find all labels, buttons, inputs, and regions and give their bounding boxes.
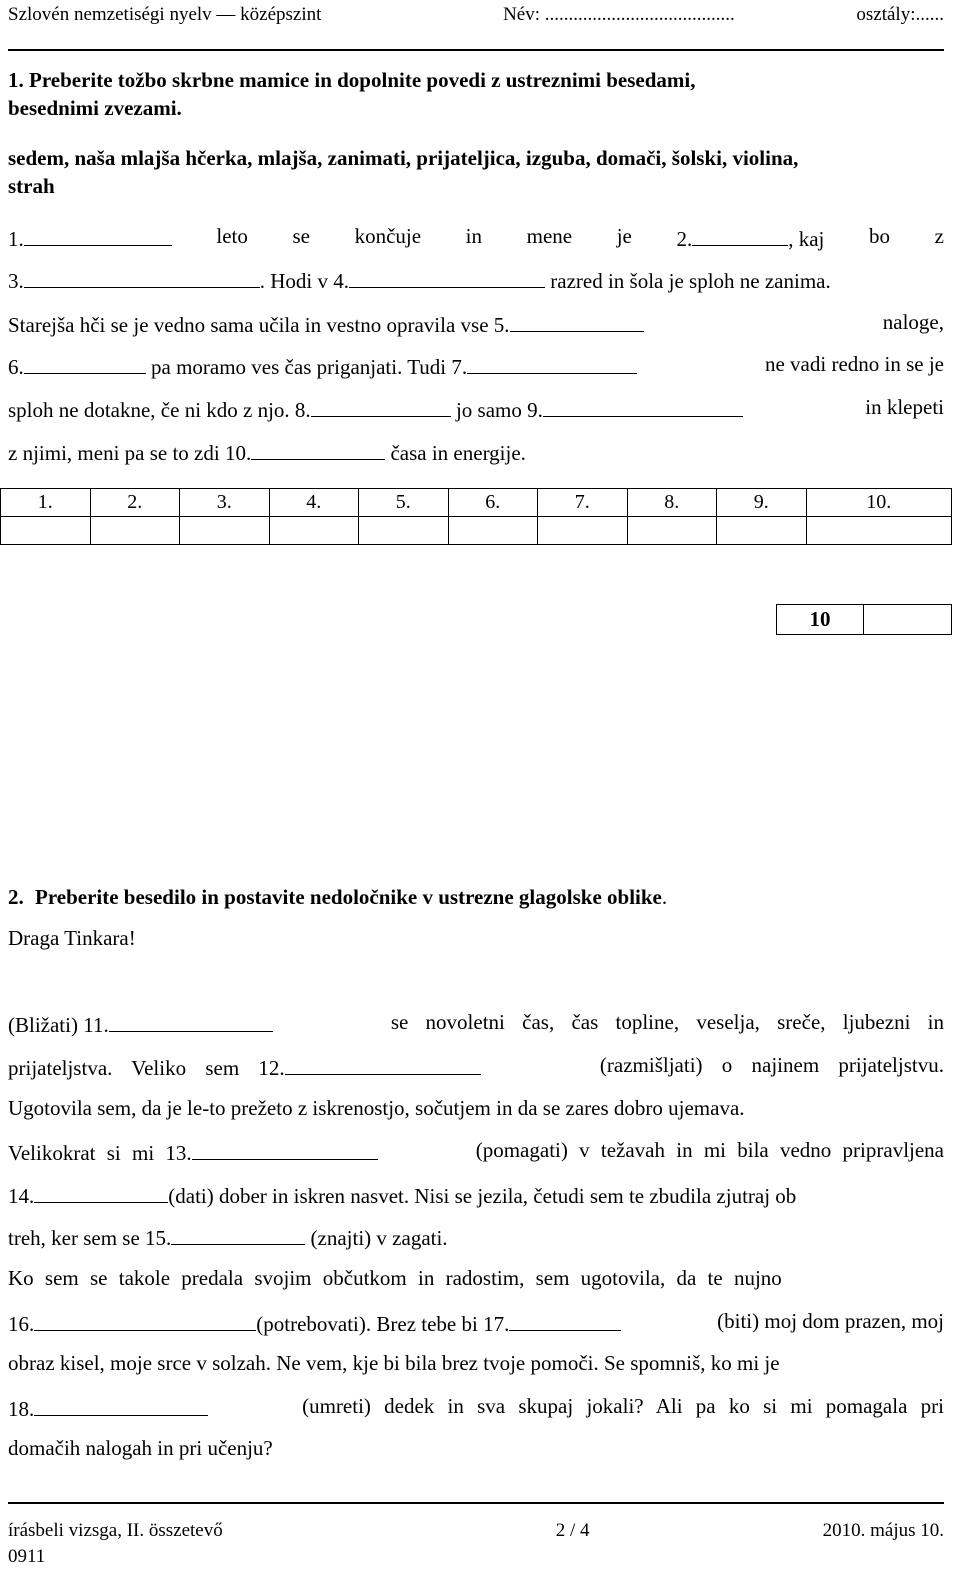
task2-instruction: [8, 885, 944, 910]
text: mene: [526, 224, 573, 248]
blank-1[interactable]: [24, 224, 172, 246]
text: se: [292, 224, 310, 248]
text: (razmišljati) o najinem prijateljstvu.: [599, 1053, 944, 1077]
task2-line7: Ko sem se takole predala svojim občutkom in radostim, sem ugotovila, da te nujno: [8, 1266, 782, 1290]
answer-table-input-row: [1, 517, 952, 545]
answer-header: 5.: [359, 489, 449, 517]
text: 1.: [8, 227, 24, 251]
text: (dati) dober in iskren nasvet. Nisi se jezila, četudi sem te zbudila zjutraj ob: [168, 1184, 797, 1208]
text: (pomagati) v težavah in mi bila vedno pripravljena: [475, 1138, 944, 1162]
text: jo samo 9.: [455, 398, 543, 422]
answer-cell[interactable]: [448, 517, 538, 545]
text: 14.: [8, 1184, 35, 1208]
task2-line6: [8, 1223, 944, 1251]
text: in: [465, 224, 483, 248]
text: (znajti) v zagati.: [310, 1226, 448, 1250]
text: prijateljstva. Veliko sem 12.: [8, 1056, 285, 1080]
answer-header: 2.: [90, 489, 180, 517]
task2-line2: [8, 1053, 944, 1081]
answer-header: 3.: [180, 489, 270, 517]
answer-header: 7.: [538, 489, 628, 517]
page-header: [8, 4, 944, 26]
task1-word-bank-line1: sedem, naša mlajša hčerka, mlajša, zanimati, prijateljica, izguba, domači, šolski, violina,: [8, 146, 799, 170]
score-box: [776, 604, 952, 635]
footer-date: 2010. május 10.: [822, 1520, 944, 1541]
text: je: [616, 224, 632, 248]
footer-code: 0911: [8, 1546, 46, 1567]
text: 16.: [8, 1312, 35, 1336]
answer-cell[interactable]: [359, 517, 449, 545]
blank-18[interactable]: [34, 1394, 208, 1416]
blank-4[interactable]: [349, 266, 545, 288]
task2-number: 2.: [8, 885, 24, 909]
page-footer: [8, 1520, 944, 1542]
task1-instruction-line2: besednimi zvezami.: [8, 96, 182, 120]
text: 3.: [8, 269, 24, 293]
task2-line4: [8, 1138, 944, 1166]
text: in klepeti: [865, 395, 944, 419]
letter-greeting: Draga Tinkara!: [8, 926, 136, 950]
blank-7[interactable]: [467, 352, 637, 374]
blank-5[interactable]: [510, 310, 644, 332]
task1-text-line2: [8, 266, 944, 294]
answer-header: 6.: [448, 489, 538, 517]
task1-text-line5: [8, 395, 944, 423]
task2-line3: Ugotovila sem, da je le-to prežeto z iskrenostjo, sočutjem in da se zares dobro ujemava.: [8, 1096, 745, 1120]
blank-9[interactable]: [543, 395, 743, 417]
text: z njimi, meni pa se to zdi 10.: [8, 441, 252, 465]
text: (biti) moj dom prazen, moj: [717, 1309, 944, 1333]
blank-12[interactable]: [285, 1053, 481, 1075]
text: sploh ne dotakne, če ni kdo z njo. 8.: [8, 398, 311, 422]
task2-line11: domačih nalogah in pri učenju?: [8, 1436, 273, 1460]
answer-cell[interactable]: [90, 517, 180, 545]
task2-line1: [8, 1010, 944, 1038]
task1-text-line4: [8, 352, 944, 380]
score-max-label: 10: [777, 605, 864, 634]
text: .: [661, 885, 668, 909]
answer-cell[interactable]: [269, 517, 359, 545]
answer-header: 4.: [269, 489, 359, 517]
task2-line8: [8, 1309, 944, 1337]
text: treh, ker sem se 15.: [8, 1226, 172, 1250]
text: 6.: [8, 355, 24, 379]
text: . Hodi v 4.: [259, 269, 349, 293]
blank-8[interactable]: [311, 395, 451, 417]
answer-header: 1.: [1, 489, 91, 517]
blank-2[interactable]: [692, 224, 788, 246]
text: razred in šola je sploh ne zanima.: [550, 269, 831, 293]
text: 2.: [676, 227, 693, 251]
text: (potrebovati). Brez tebe bi 17.: [256, 1312, 510, 1336]
answer-cell[interactable]: [1, 517, 91, 545]
blank-3[interactable]: [24, 266, 260, 288]
answer-header: 8.: [627, 489, 717, 517]
header-class-field: osztály:......: [856, 4, 944, 25]
task1-instruction: [8, 68, 944, 93]
answer-cell[interactable]: [717, 517, 807, 545]
task1-text-line6: [8, 438, 944, 466]
task2-instruction-text: Preberite besedilo in postavite nedoločnike v ustrezne glagolske oblike: [35, 885, 662, 909]
text: (Bližati) 11.: [8, 1013, 109, 1037]
blank-14[interactable]: [34, 1181, 168, 1203]
blank-13[interactable]: [192, 1138, 378, 1160]
text: ne vadi redno in se je: [764, 352, 944, 376]
blank-6[interactable]: [24, 352, 146, 374]
text: bo: [869, 224, 890, 248]
footer-exam: írásbeli vizsga, II. összetevő: [8, 1520, 223, 1541]
answer-cell[interactable]: [627, 517, 717, 545]
answer-table-header-row: [1, 489, 952, 517]
task2-line5: [8, 1181, 944, 1209]
task2-line9: obraz kisel, moje srce v solzah. Ne vem, kje bi bila brez tvoje pomoči. Se spomniš, ko mi je: [8, 1351, 780, 1375]
task1-word-bank-line2: strah: [8, 174, 55, 198]
text: z: [934, 224, 944, 248]
text: pa moramo ves čas priganjati. Tudi 7.: [151, 355, 468, 379]
blank-15[interactable]: [171, 1223, 305, 1245]
answer-header: 9.: [717, 489, 807, 517]
task1-text-line1: [8, 224, 944, 252]
blank-17[interactable]: [509, 1309, 621, 1331]
footer-page: 2 / 4: [555, 1520, 590, 1541]
text: , kaj: [788, 227, 825, 251]
blank-11[interactable]: [109, 1010, 273, 1032]
text: časa in energije.: [390, 441, 526, 465]
text: (umreti) dedek in sva skupaj jokali? Ali pa ko si mi pomagala pri: [302, 1394, 944, 1418]
answer-table: [0, 488, 952, 545]
answer-cell[interactable]: [806, 517, 952, 545]
score-input[interactable]: [864, 605, 951, 634]
text: Starejša hči se je vedno sama učila in vestno opravila vse 5.: [8, 313, 510, 337]
task1-text-line3: [8, 310, 944, 338]
header-rule: [8, 49, 944, 51]
footer-rule: [8, 1502, 944, 1504]
header-name-field: Név: ........................................: [503, 4, 735, 25]
answer-cell[interactable]: [180, 517, 270, 545]
text: končuje: [354, 224, 422, 248]
answer-header: 10.: [806, 489, 952, 517]
task1-instruction-line1: 1. Preberite tožbo skrbne mamice in dopolnite povedi z ustreznimi besedami,: [8, 68, 696, 92]
header-subject: Szlovén nemzetiségi nyelv — középszint: [8, 4, 322, 25]
text: 18.: [8, 1397, 35, 1421]
text: leto: [216, 224, 248, 248]
text: Velikokrat si mi 13.: [8, 1141, 192, 1165]
blank-10[interactable]: [251, 438, 385, 460]
blank-16[interactable]: [34, 1309, 256, 1331]
answer-cell[interactable]: [538, 517, 628, 545]
text: se novoletni čas, čas topline, veselja, sreče, ljubezni in: [390, 1010, 944, 1034]
task2-line10: [8, 1394, 944, 1422]
text: naloge,: [882, 310, 944, 334]
